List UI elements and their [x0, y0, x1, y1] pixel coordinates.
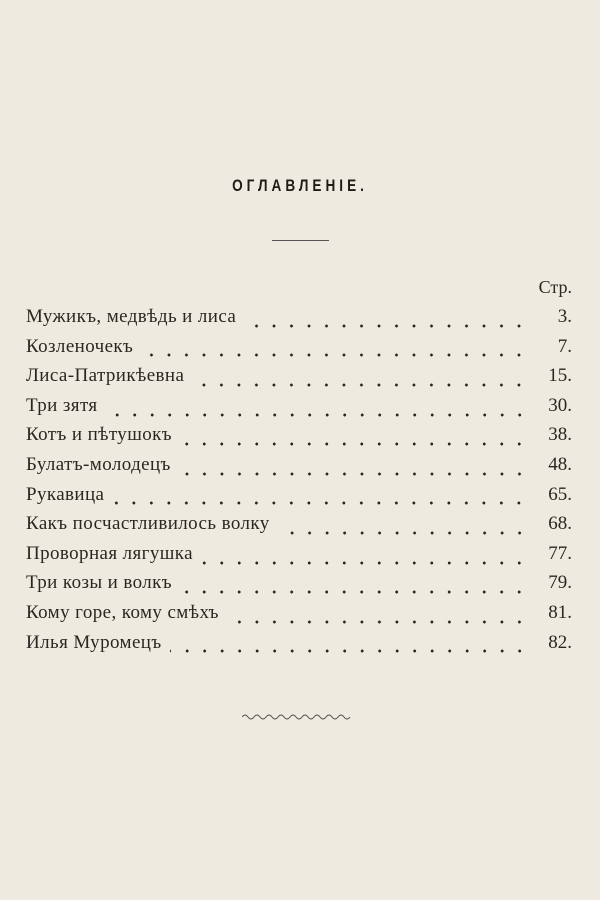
dot-leader — [180, 590, 528, 594]
dot-leader — [278, 531, 528, 535]
entry-title: Илья Муромецъ — [26, 631, 162, 653]
entry-title: Котъ и пѣтушокъ — [26, 424, 172, 446]
page-column-header: Стр. — [538, 277, 572, 297]
entry-title: Рукавица — [26, 483, 105, 505]
entry-page: 77. — [548, 542, 572, 564]
toc-entry — [26, 336, 572, 366]
entry-title: Мужикъ, медвѣдь и лиса — [26, 306, 237, 327]
dot-leader — [179, 472, 528, 476]
entry-page: 68. — [548, 513, 572, 535]
dot-leader — [112, 501, 528, 505]
entry-page: 15. — [548, 365, 572, 387]
entry-title: Лиса-Патрикѣевна — [26, 365, 185, 387]
entry-page: 81. — [548, 601, 572, 623]
entry-page: 79. — [548, 572, 572, 594]
entry-title: Проворная лягушка — [26, 542, 193, 564]
toc-entry — [26, 602, 572, 632]
toc-entry — [26, 513, 572, 543]
toc-entry — [26, 424, 572, 454]
entry-title: Козленочекъ — [26, 335, 134, 357]
dot-leader — [227, 620, 528, 624]
entry-page: 82. — [548, 631, 572, 653]
dot-leader — [106, 413, 528, 417]
toc-entry — [26, 365, 572, 395]
toc-entry — [26, 454, 572, 484]
entry-page: 7. — [557, 335, 572, 357]
toc-entry — [26, 306, 572, 336]
toc-entry — [26, 632, 572, 662]
entry-page: 30. — [548, 394, 572, 416]
toc-entry — [26, 543, 572, 573]
entry-title: Кому горе, кому смѣхъ — [26, 601, 219, 623]
entry-page: 3. — [557, 306, 572, 327]
toc-entry — [26, 572, 572, 602]
page-title: ОГЛАВЛЕНIЕ. — [232, 176, 368, 195]
toc-entry — [26, 395, 572, 425]
title-rule — [272, 240, 329, 241]
entry-title: Какъ посчастливилось волку — [26, 513, 270, 535]
dot-leader — [244, 324, 528, 328]
dot-leader — [201, 561, 528, 565]
dot-leader — [170, 649, 528, 653]
entry-title: Булатъ-молодецъ — [26, 453, 171, 475]
entry-page: 65. — [548, 483, 572, 505]
entry-page: 48. — [548, 453, 572, 475]
dot-leader — [192, 383, 528, 387]
dot-leader — [180, 442, 528, 446]
entry-title: Три зятя — [26, 394, 98, 416]
table-of-contents — [26, 306, 572, 661]
dot-leader — [141, 353, 528, 357]
entry-title: Три козы и волкъ — [26, 572, 173, 594]
entry-page: 38. — [548, 424, 572, 446]
wavy-ornament-rule — [242, 712, 352, 722]
toc-entry — [26, 484, 572, 514]
